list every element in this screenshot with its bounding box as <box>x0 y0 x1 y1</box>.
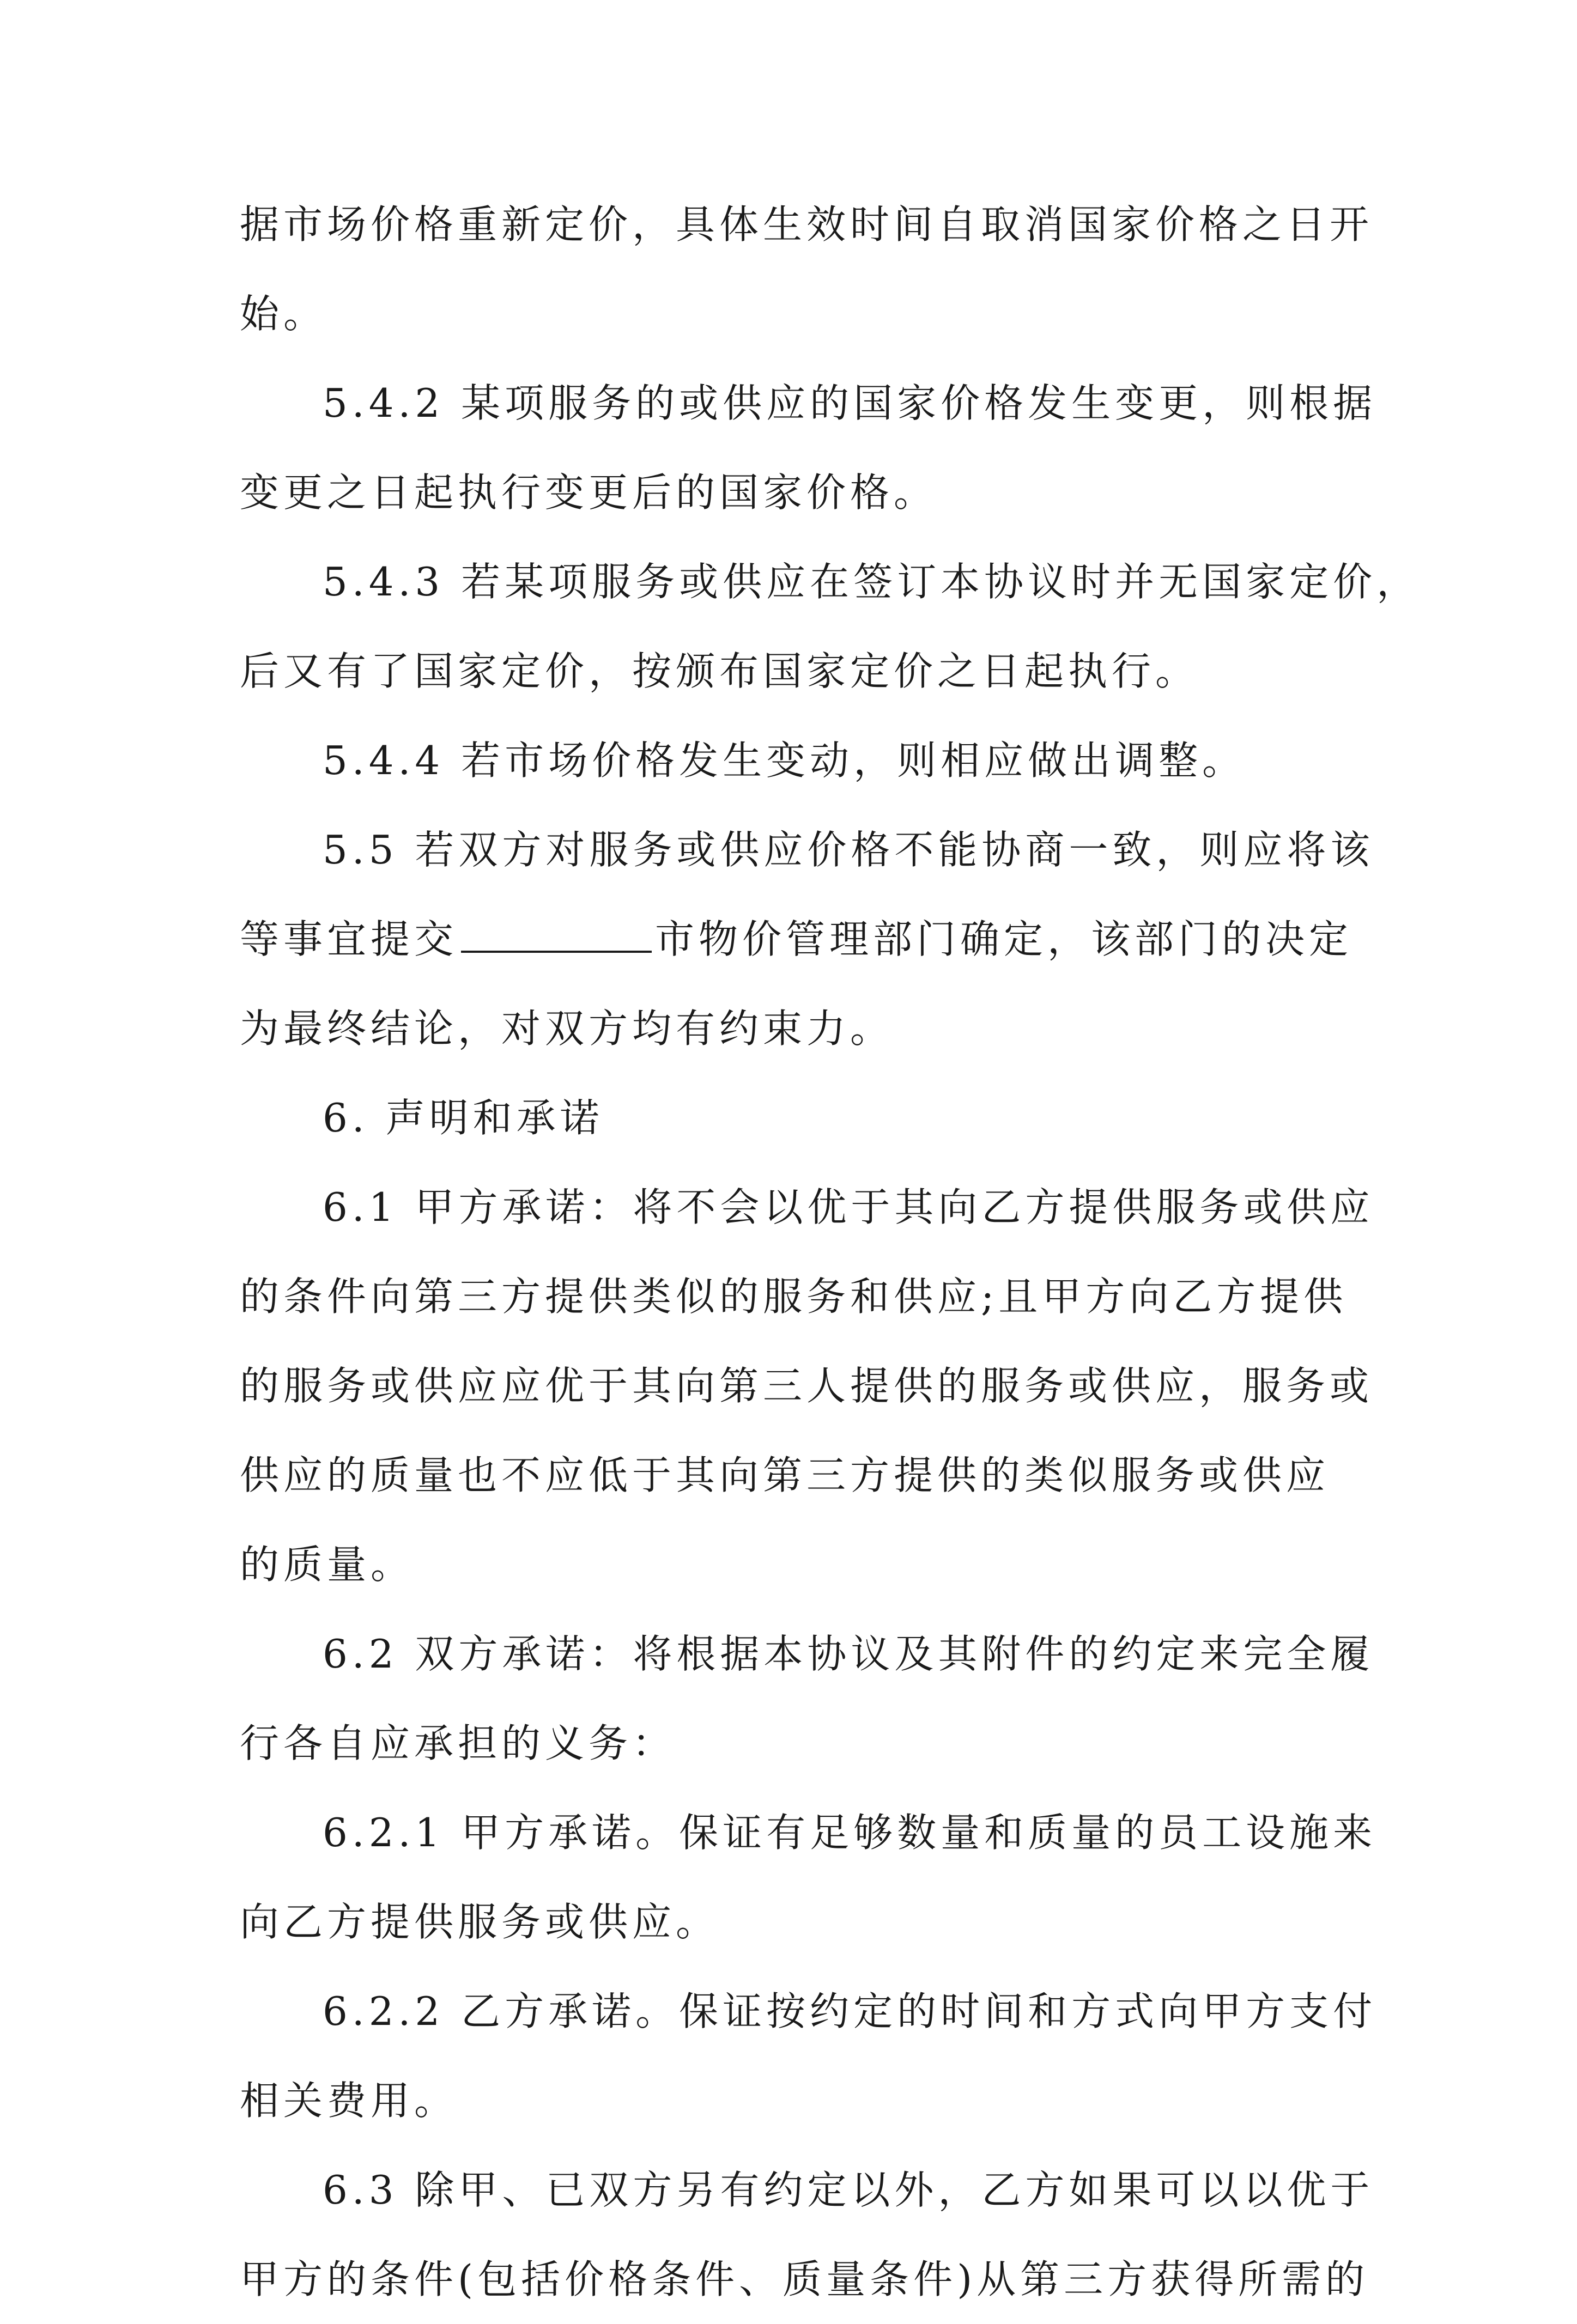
text-line: 始。 <box>240 291 327 337</box>
text-line: 后又有了国家定价，按颁布国家定价之日起执行。 <box>240 648 1199 694</box>
clause-6-1: 6.1 甲方承诺：将不会以优于其向乙方提供服务或供应 <box>323 1184 1374 1230</box>
text-line: 向乙方提供服务或供应。 <box>240 1899 720 1945</box>
text-segment: 市物价管理部门确定，该部门的决定 <box>655 916 1353 962</box>
text-line: 甲方的条件(包括价格条件、质量条件)从第三方获得所需的 <box>240 2256 1369 2302</box>
clause-5-4-3: 5.4.3 若某项服务或供应在签订本协议时并无国家定价， <box>323 559 1421 605</box>
clause-6-2-1: 6.2.1 甲方承诺。保证有足够数量和质量的员工设施来 <box>323 1810 1377 1855</box>
text-line: 供应的质量也不应低于其向第三方提供的类似服务或供应 <box>240 1452 1330 1498</box>
section-6-heading: 6. 声明和承诺 <box>323 1095 604 1141</box>
text-line: 行各自应承担的义务： <box>240 1720 676 1766</box>
clause-6-3: 6.3 除甲、已双方另有约定以外，乙方如果可以以优于 <box>323 2167 1374 2213</box>
text-line: 为最终结论，对双方均有约束力。 <box>240 1006 894 1051</box>
clause-5-5: 5.5 若双方对服务或供应价格不能协商一致，则应将该 <box>323 827 1374 873</box>
text-line: 相关费用。 <box>240 2078 458 2124</box>
text-line: 变更之日起执行变更后的国家价格。 <box>240 470 938 515</box>
fill-in-blank <box>461 918 652 953</box>
document-page <box>240 180 1421 2324</box>
text-line: 的质量。 <box>240 1542 415 1587</box>
text-line: 的条件向第三方提供类似的服务和供应;且甲方向乙方提供 <box>240 1274 1348 1319</box>
clause-6-2: 6.2 双方承诺：将根据本协议及其附件的约定来完全履 <box>323 1631 1374 1677</box>
clause-6-2-2: 6.2.2 乙方承诺。保证按约定的时间和方式向甲方支付 <box>323 1988 1377 2034</box>
clause-5-4-4: 5.4.4 若市场价格发生变动，则相应做出调整。 <box>323 738 1246 783</box>
text-segment: 等事宜提交 <box>240 916 458 962</box>
clause-5-4-2: 5.4.2 某项服务的或供应的国家价格发生变更，则根据 <box>323 380 1377 426</box>
text-line: 据市场价格重新定价，具体生效时间自取消国家价格之日开 <box>240 202 1374 247</box>
text-line-with-blank <box>240 895 1353 984</box>
text-line: 的服务或供应应优于其向第三人提供的服务或供应，服务或 <box>240 1363 1374 1409</box>
